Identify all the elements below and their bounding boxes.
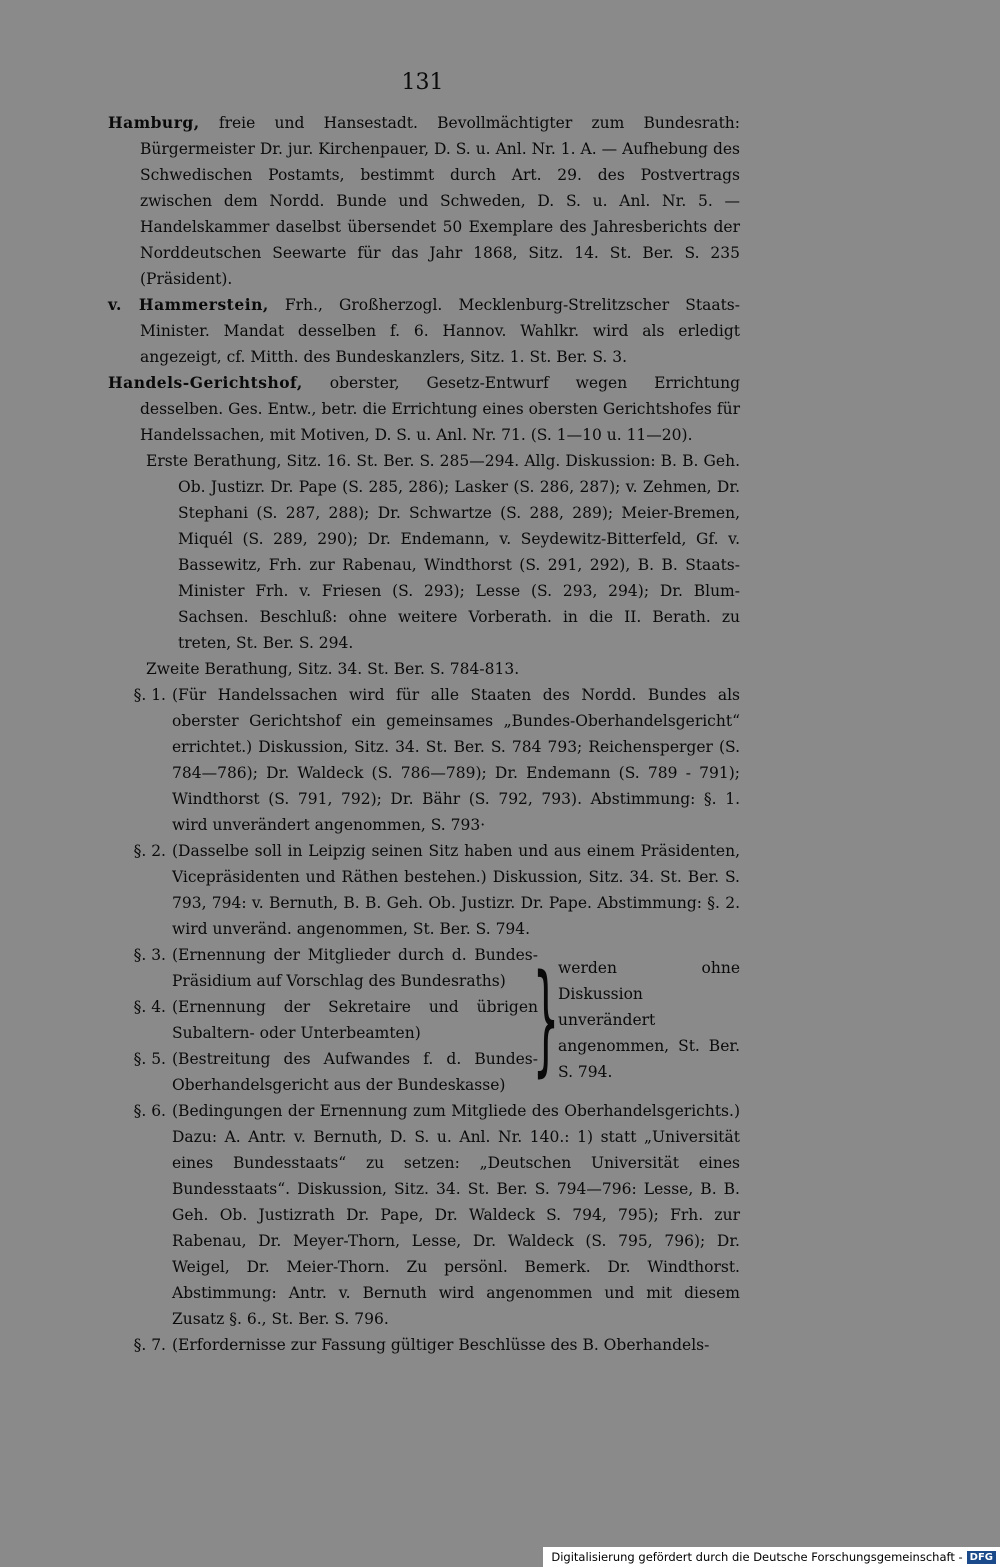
paragraph-text: (Ernennung der Mitglieder durch d. Bundes-Präsidium auf Vorschlag des Bundesraths)	[172, 946, 538, 990]
paragraph-number: §. 2.	[133, 842, 166, 860]
entry-text: oberster, Gesetz-Entwurf wegen Errichtung desselben. Ges. Entw., betr. die Errichtung eines obersten Gerichtshofes für Handelssachen, mit Motiven, D. S. u. Anl. Nr. 71. (S. 1—10 u. 11—20).	[140, 374, 740, 444]
paragraph-text: (Erfordernisse zur Fassung gültiger Beschlüsse des B. Oberhandels-	[172, 1336, 710, 1354]
paragraph-6	[108, 1098, 740, 1332]
entry-head: Hamburg,	[108, 113, 200, 132]
paragraph-5	[108, 1046, 538, 1098]
entry-hamburg	[108, 110, 740, 292]
curly-brace: }	[532, 950, 560, 1089]
paragraph-group-3-5	[108, 942, 740, 1098]
entry-hammerstein	[108, 292, 740, 370]
paragraph-number: §. 1.	[133, 686, 166, 704]
entry-head: v. Hammerstein,	[108, 295, 269, 314]
paragraph-text: (Ernennung der Sekretaire und übrigen Subaltern- oder Unterbeamten)	[172, 998, 538, 1042]
zweite-berathung: Zweite Berathung, Sitz. 34. St. Ber. S. 784-813.	[146, 660, 520, 678]
entry-handels-gerichtshof	[108, 370, 740, 448]
paragraph-number: §. 4.	[133, 998, 166, 1016]
entry-text: freie und Hansestadt. Bevollmächtigter zum Bundesrath: Bürgermeister Dr. jur. Kirchenpauer, D. S. u. Anl. Nr. 1. A. — Aufhebung des Schwedischen Postamts, bestimmt durch Art. 29. des Postvertrags zwischen dem Nordd. Bunde und Schweden, D. S. u. Anl. Nr. 5. — Handelskammer daselbst übersendet 50 Exemplare des Jahresberichts der Norddeutschen Seewarte für das Jahr 1868, Sitz. 14. St. Ber. S. 235 (Präsident).	[140, 114, 740, 288]
paragraph-1	[108, 682, 740, 838]
paragraph-text: (Für Handelssachen wird für alle Staaten des Nordd. Bundes als oberster Gerichtshof ein gemeinsames „Bundes-Oberhandelsgericht“ errichtet.) Diskussion, Sitz. 34. St. Ber. S. 784 793; Reichensperger (S. 784—786); Dr. Waldeck (S. 786—789); Dr. Endemann (S. 789 - 791); Windthorst (S. 791, 792); Dr. Bähr (S. 792, 793). Abstimmung: §. 1. wird unverändert angenommen, S. 793·	[172, 686, 740, 834]
paragraph-number: §. 5.	[133, 1050, 166, 1068]
paragraph-3	[108, 942, 538, 994]
paragraph-number: §. 3.	[133, 946, 166, 964]
paragraph-text: (Dasselbe soll in Leipzig seinen Sitz haben und aus einem Präsidenten, Vicepräsidenten und Räthen bestehen.) Diskussion, Sitz. 34. St. Ber. S. 793, 794: v. Bernuth, B. B. Geh. Ob. Justizr. Dr. Pape. Abstimmung: §. 2. wird unveränd. angenommen, St. Ber. S. 794.	[172, 842, 740, 938]
funding-footer	[543, 1547, 1000, 1567]
page-number: 131	[401, 70, 444, 95]
paragraph-text: (Bedingungen der Ernennung zum Mitgliede des Oberhandelsgerichts.) Dazu: A. Antr. v. Bernuth, D. S. u. Anl. Nr. 140.: 1) statt „Universität eines Bundesstaats“ zu setzen: „Deutschen Universität eines Bundesstaats“. Diskussion, Sitz. 34. St. Ber. S. 794—796: Lesse, B. B. Geh. Ob. Justizrath Dr. Pape, Dr. Waldeck S. 794, 795); Frh. zur Rabenau, Dr. Meyer-Thorn, Lesse, Dr. Waldeck (S. 795, 796); Dr. Weigel, Dr. Meier-Thorn. Zu persönl. Bemerk. Dr. Windthorst. Abstimmung: Antr. v. Bernuth wird angenommen und mit diesem Zusatz §. 6., St. Ber. S. 796.	[172, 1102, 740, 1328]
paragraph-2	[108, 838, 740, 942]
paragraph-7	[108, 1332, 740, 1358]
paragraph-text: (Bestreitung des Aufwandes f. d. Bundes-Oberhandelsgericht aus der Bundeskasse)	[172, 1050, 538, 1094]
erste-berathung: Erste Berathung, Sitz. 16. St. Ber. S. 285—294. Allg. Diskussion: B. B. Geh. Ob. Justizr. Dr. Pape (S. 285, 286); Lasker (S. 286, 287); v. Zehmen, Dr. Stephani (S. 287, 288); Dr. Schwartze (S. 288, 289); Meier-Bremen, Miquél (S. 289, 290); Dr. Endemann, v. Seydewitz-Bitterfeld, Gf. v. Bassewitz, Frh. zur Rabenau, Windthorst (S. 291, 292), B. B. Staats-Minister Frh. v. Friesen (S. 293); Lesse (S. 293, 294); Dr. Blum-Sachsen. Beschluß: ohne weitere Vorberath. in die II. Berath. zu treten, St. Ber. S. 294.	[146, 452, 740, 652]
dfg-logo: DFG	[967, 1551, 996, 1564]
funding-text: Digitalisierung gefördert durch die Deutsche Forschungsgemeinschaft -	[551, 1550, 963, 1564]
paragraph-group-note: werden ohne Diskussion unverändert angenommen, St. Ber. S. 794.	[558, 959, 740, 1081]
paragraph-number: §. 7.	[133, 1336, 166, 1354]
entry-text: Frh., Großherzogl. Mecklenburg-Strelitzscher Staats-Minister. Mandat desselben f. 6. Hannov. Wahlkr. wird als erledigt angezeigt, cf. Mitth. des Bundeskanzlers, Sitz. 1. St. Ber. S. 3.	[140, 296, 740, 366]
paragraph-number: §. 6.	[133, 1102, 166, 1120]
paragraph-group-items	[108, 942, 538, 1098]
index-content	[108, 110, 740, 1358]
paragraph-4	[108, 994, 538, 1046]
entry-head: Handels-Gerichtshof,	[108, 373, 303, 392]
